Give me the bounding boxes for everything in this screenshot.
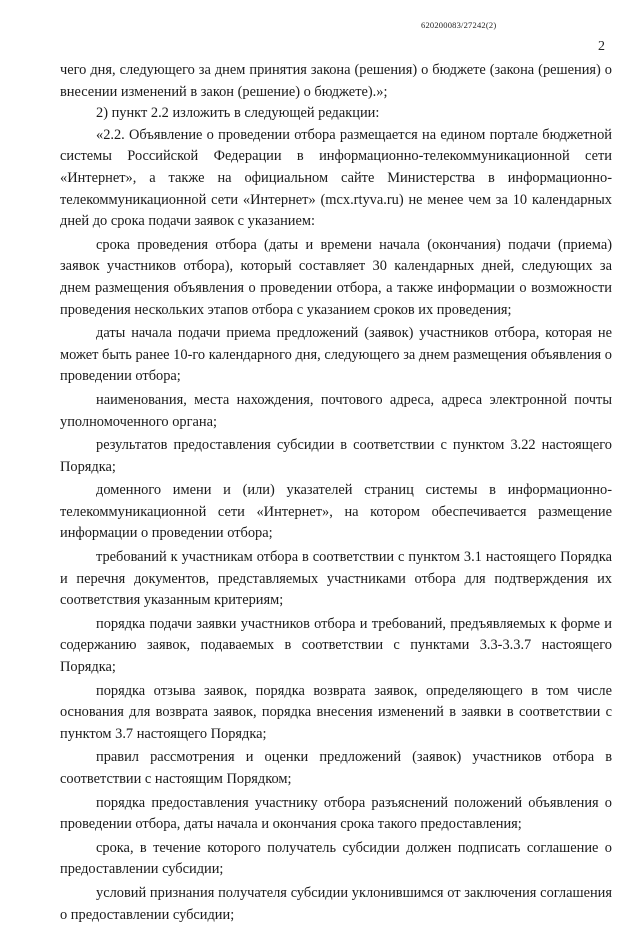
list-item-start-date: даты начала подачи приема предложений (заявок) участников отбора, которая не может быть ранее 10-го календарного дня, следующего за днем размещения объявления о проведении отбора; [60,325,612,385]
list-item-withdrawal: порядка отзыва заявок, порядка возврата заявок, определяющего в том числе основания для возврата заявок, порядка внесения изменений в заявки в соответствии с пунктом 3.7 настоящего Порядка; [60,682,612,742]
list-item-requirements: требований к участникам отбора в соответствии с пунктом 3.1 настоящего Порядка и перечня документов, представляемых участниками отбора для подтверждения их соответствия указанным критериям; [60,549,612,609]
list-item-clarifications: порядка предоставления участнику отбора разъяснений положений объявления о проведении отбора, даты начала и окончания срока такого предоставления; [60,794,612,833]
list-item-signing-term: срока, в течение которого получатель субсидии должен подписать соглашение о предоставлении субсидии; [60,839,612,878]
paragraph-clause-2-2: «2.2. Объявление о проведении отбора размещается на едином портале бюджетной системы Российской Федерации в информационно-телекоммуникационной сети «Интернет», а также на официальном сайте Министерства в информационно-телекоммуникационной сети «Интернет» (mcx.rtyva.ru) не менее чем за 10 календарных дней до срока подачи заявок с указанием: [60,126,612,230]
paragraph-continuation: чего дня, следующего за днем принятия закона (решения) о бюджете (закона (решения) о внесении изменений в закон (решение) о бюджете).»; [60,62,612,100]
document-body [60,60,612,926]
list-item-evaluation-rules: правил рассмотрения и оценки предложений (заявок) участников отбора в соответствии с настоящим Порядком; [60,749,612,787]
list-item-domain: доменного имени и (или) указателей страниц системы в информационно-телекоммуникационной сети «Интернет», на котором обеспечивается размещение информации о проведении отбора; [60,482,612,542]
list-item-deadline: срока проведения отбора (даты и времени начала (окончания) подачи (приема) заявок участников отбора), который составляет 30 календарных дней, следующих за днем размещения объявления о проведении отбора, а также информации о возможности проведения нескольких этапов отбора с указанием сроков их проведения; [60,236,612,318]
document-code: 620200083/27242(2) [421,20,497,30]
page-number: 2 [598,39,605,54]
list-item-contacts: наименования, места нахождения, почтового адреса, адреса электронной почты уполномоченного органа; [60,391,612,430]
list-item-evasion-conditions: условий признания получателя субсидии уклонившимся от заключения соглашения о предоставлении субсидии; [60,884,612,923]
paragraph-amendment-2: 2) пункт 2.2 изложить в следующей редакции: [96,105,380,122]
list-item-results: результатов предоставления субсидии в соответствии с пунктом 3.22 настоящего Порядка; [60,437,612,475]
list-item-submission: порядка подачи заявки участников отбора и требований, предъявляемых к форме и содержанию заявок, подаваемых в соответствии с пунктами 3.3-3.3.7 настоящего Порядка; [60,615,612,676]
